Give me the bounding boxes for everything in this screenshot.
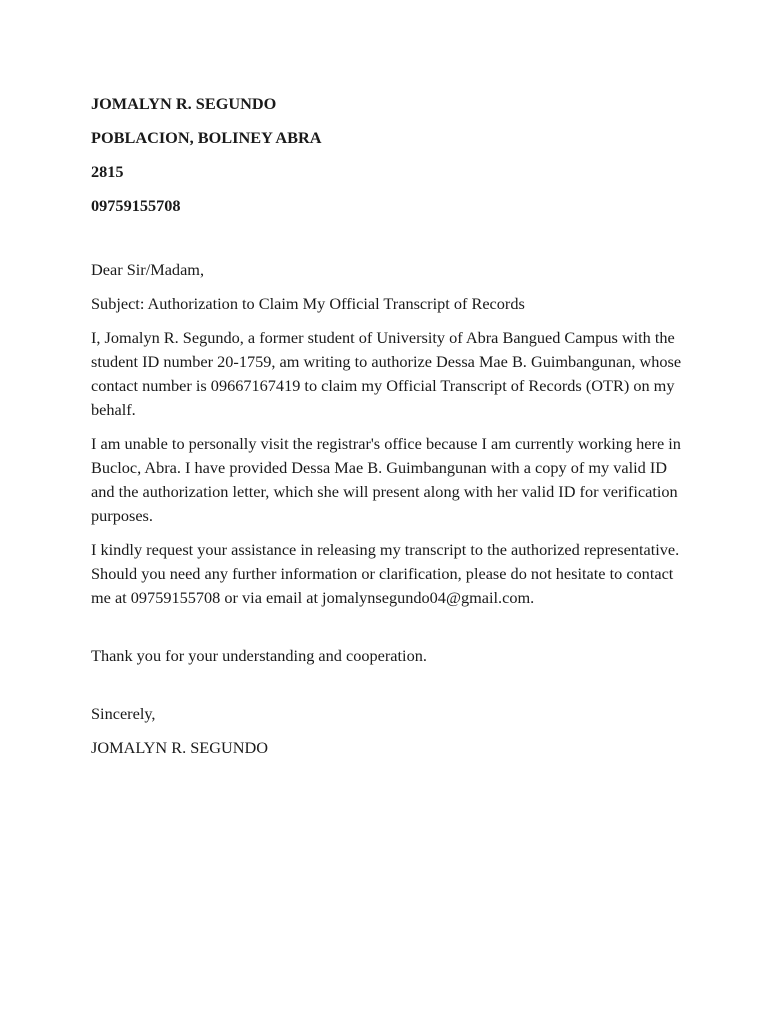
sender-phone: 09759155708 bbox=[91, 196, 181, 215]
paragraph-reason: I am unable to personally visit the registrar's office because I am currently working here in Bucloc, Abra. I have provided Dessa Mae B. Guimbangunan with a copy of my valid ID and the authorization letter, which she will present along with her valid ID for verification purposes. bbox=[91, 434, 681, 525]
sender-name: JOMALYN R. SEGUNDO bbox=[91, 94, 277, 113]
greeting: Dear Sir/Madam, bbox=[91, 260, 205, 279]
sender-address: POBLACION, BOLINEY ABRA bbox=[91, 128, 322, 147]
sender-block bbox=[91, 92, 691, 218]
closing-line: Thank you for your understanding and cooperation. bbox=[91, 646, 427, 665]
paragraph-authorization: I, Jomalyn R. Segundo, a former student of University of Abra Bangued Campus with the student ID number 20-1759, am writing to authorize Dessa Mae B. Guimbangunan, whose contact number is 09667167419 to claim my Official Transcript of Records (OTR) on my behalf. bbox=[91, 328, 682, 419]
signoff: Sincerely, bbox=[91, 704, 156, 723]
sender-zip: 2815 bbox=[91, 162, 124, 181]
subject-line: Subject: Authorization to Claim My Official Transcript of Records bbox=[91, 294, 525, 313]
paragraph-request: I kindly request your assistance in releasing my transcript to the authorized representative. Should you need any further information or clarification, please do not hesitate to contact me at 09759155708 or via email at jomalynsegundo04@gmail.com. bbox=[91, 540, 680, 607]
letter-page bbox=[91, 92, 691, 770]
letter-body bbox=[91, 258, 691, 760]
signature-name: JOMALYN R. SEGUNDO bbox=[91, 738, 269, 757]
